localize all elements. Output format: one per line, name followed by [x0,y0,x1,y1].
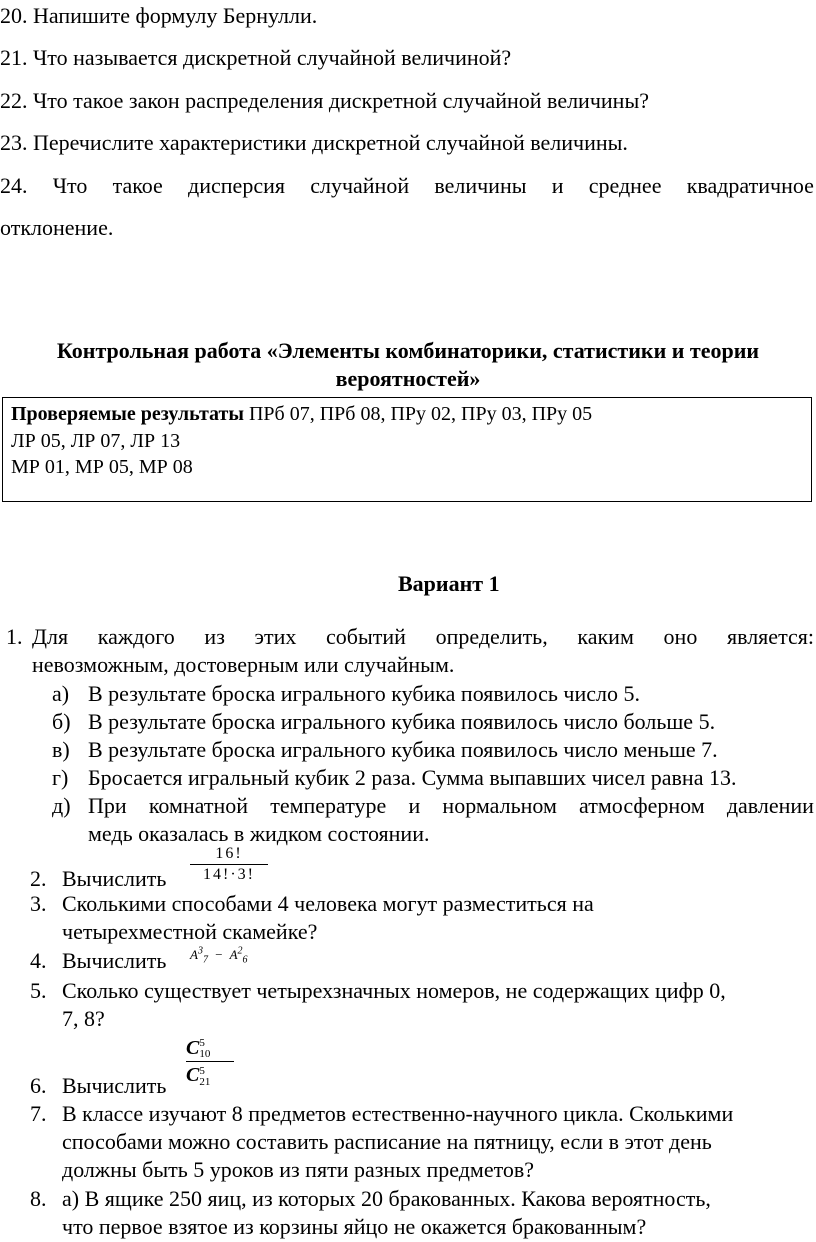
task1-word: определить, [435,624,548,649]
q24-word: квадратичное [686,173,814,198]
task1-item-e-word: и [408,793,421,818]
task8-number: 8. [30,1186,47,1211]
q24-word: 24. [0,173,28,198]
task2-denominator: 14!·3! [203,866,255,883]
page-title-line2: вероятностей» [335,366,481,391]
task1-item-e-line2: медь оказалась в жидком состоянии. [88,821,430,846]
results-label: Проверяемые результаты [11,403,244,425]
task2-fraction [190,845,268,884]
task1-item-e-word: нормальном [442,793,557,818]
task1-item-e-word: атмосферном [579,793,705,818]
results-box [2,397,812,502]
task8-line2: что первое взятое из корзины яйцо не окажется бракованным? [62,1214,647,1239]
task1-item-a-label: а) [52,681,70,706]
q24-word: дисперсия [188,173,285,198]
variant-title: Вариант 1 [398,571,500,596]
task6-num-sub: 10 [199,1048,211,1061]
task4-a2: A [229,947,238,962]
task1-word: является: [726,624,814,649]
q24-word: среднее [588,173,662,198]
q24-word: случайной [310,173,410,198]
question-23: 23. Перечислите характеристики дискретной случайной величины. [0,130,628,155]
task6-fraction [186,1036,234,1088]
results-line1 [11,402,592,426]
task6-text: Вычислить [62,1073,167,1098]
question-24-line1 [0,173,814,199]
task1-word: каким [577,624,634,649]
task5-line1: Сколько существует четырехзначных номеров, не содержащих цифр 0, [62,978,726,1003]
task1-item-d-label: г) [52,765,69,790]
task4-a2-sub: 6 [242,954,248,966]
task2-numerator: 16! [215,845,243,862]
task1-item-e-word: температуре [270,793,387,818]
task6-den-sup: 5 [199,1064,205,1077]
task6-c-den: C [186,1064,200,1087]
task2-number: 2. [30,866,47,891]
task1-item-e-label: д) [52,793,71,818]
results-codes-1: ПРб 07, ПРб 08, ПРу 02, ПРу 03, ПРу 05 [243,403,593,425]
task8-line1: а) В ящике 250 яиц, из которых 20 бракованных. Какова вероятность, [62,1186,711,1211]
task1-item-b-label: б) [52,709,71,734]
q24-word: величины [434,173,527,198]
task1-item-c-label: в) [52,737,70,762]
task6-den-sub: 21 [199,1075,211,1088]
task2-text: Вычислить [62,866,167,891]
task1-item-e-word: комнатной [148,793,249,818]
task1-item-d: Бросается игральный кубик 2 раза. Сумма выпавших чисел равна 13. [88,765,737,790]
task1-word: Для [32,624,69,649]
task6-denominator [186,1063,234,1087]
q24-word: такое [112,173,163,198]
task7-line2: способами можно составить расписание на пятницу, если в этот день [62,1129,712,1154]
task1-item-b: В результате броска игрального кубика появилось число больше 5. [88,709,716,734]
task1-word: оно [663,624,698,649]
fraction-bar [190,864,268,865]
question-22: 22. Что такое закон распределения дискретной случайной величины? [0,88,649,113]
task1-word: этих [254,624,297,649]
task5-line2: 7, 8? [62,1006,105,1031]
task1-item-a: В результате броска игрального кубика появилось число 5. [88,681,640,706]
question-21: 21. Что называется дискретной случайной величиной? [0,45,512,70]
task6-c-num: C [186,1037,200,1059]
task7-number: 7. [30,1101,47,1126]
task4-a1-sub: 7 [202,954,208,966]
task1-item-e-word: При [88,793,127,818]
task1-word: событий [326,624,406,649]
task4-text: Вычислить [62,948,167,973]
results-line2: ЛР 05, ЛР 07, ЛР 13 [11,430,181,452]
task1-word: из [204,624,225,649]
fraction-bar [186,1061,234,1062]
task6-number: 6. [30,1073,47,1098]
results-line3: МР 01, МР 05, МР 08 [11,456,193,478]
task4-formula [190,946,248,964]
task1-item-e-line1 [88,793,814,819]
task4-number: 4. [30,948,47,973]
task7-line1: В классе изучают 8 предметов естественно-научного цикла. Сколькими [62,1101,734,1126]
task1-line1 [32,624,814,650]
question-20: 20. Напишите формулу Бернулли. [0,3,318,28]
task3-line1: Сколькими способами 4 человека могут разместиться на [62,891,594,916]
page-title-line1: Контрольная работа «Элементы комбинаторики, статистики и теории [56,338,760,363]
task1-word: каждого [97,624,175,649]
task7-line3: должны быть 5 уроков из пяти разных предметов? [62,1157,535,1182]
task1-line2: невозможным, достоверным или случайным. [32,652,455,677]
task4-a2-sup: 2 [237,945,243,957]
task1-item-c: В результате броска игрального кубика появилось число меньше 7. [88,737,718,762]
q24-word: и [551,173,564,198]
task4-minus: − [215,947,223,962]
task6-numerator [186,1036,234,1060]
task6-num-sup: 5 [199,1037,205,1050]
task1-number: 1. [6,624,23,649]
question-24-line2: отклонение. [0,215,114,240]
task1-item-e-word: давлении [726,793,814,818]
task4-a1: A [190,947,198,962]
q24-word: Что [52,173,88,198]
task3-number: 3. [30,891,47,916]
task5-number: 5. [30,978,47,1003]
task4-a1-sup: 3 [197,945,203,957]
task3-line2: четырехместной скамейке? [62,919,318,944]
